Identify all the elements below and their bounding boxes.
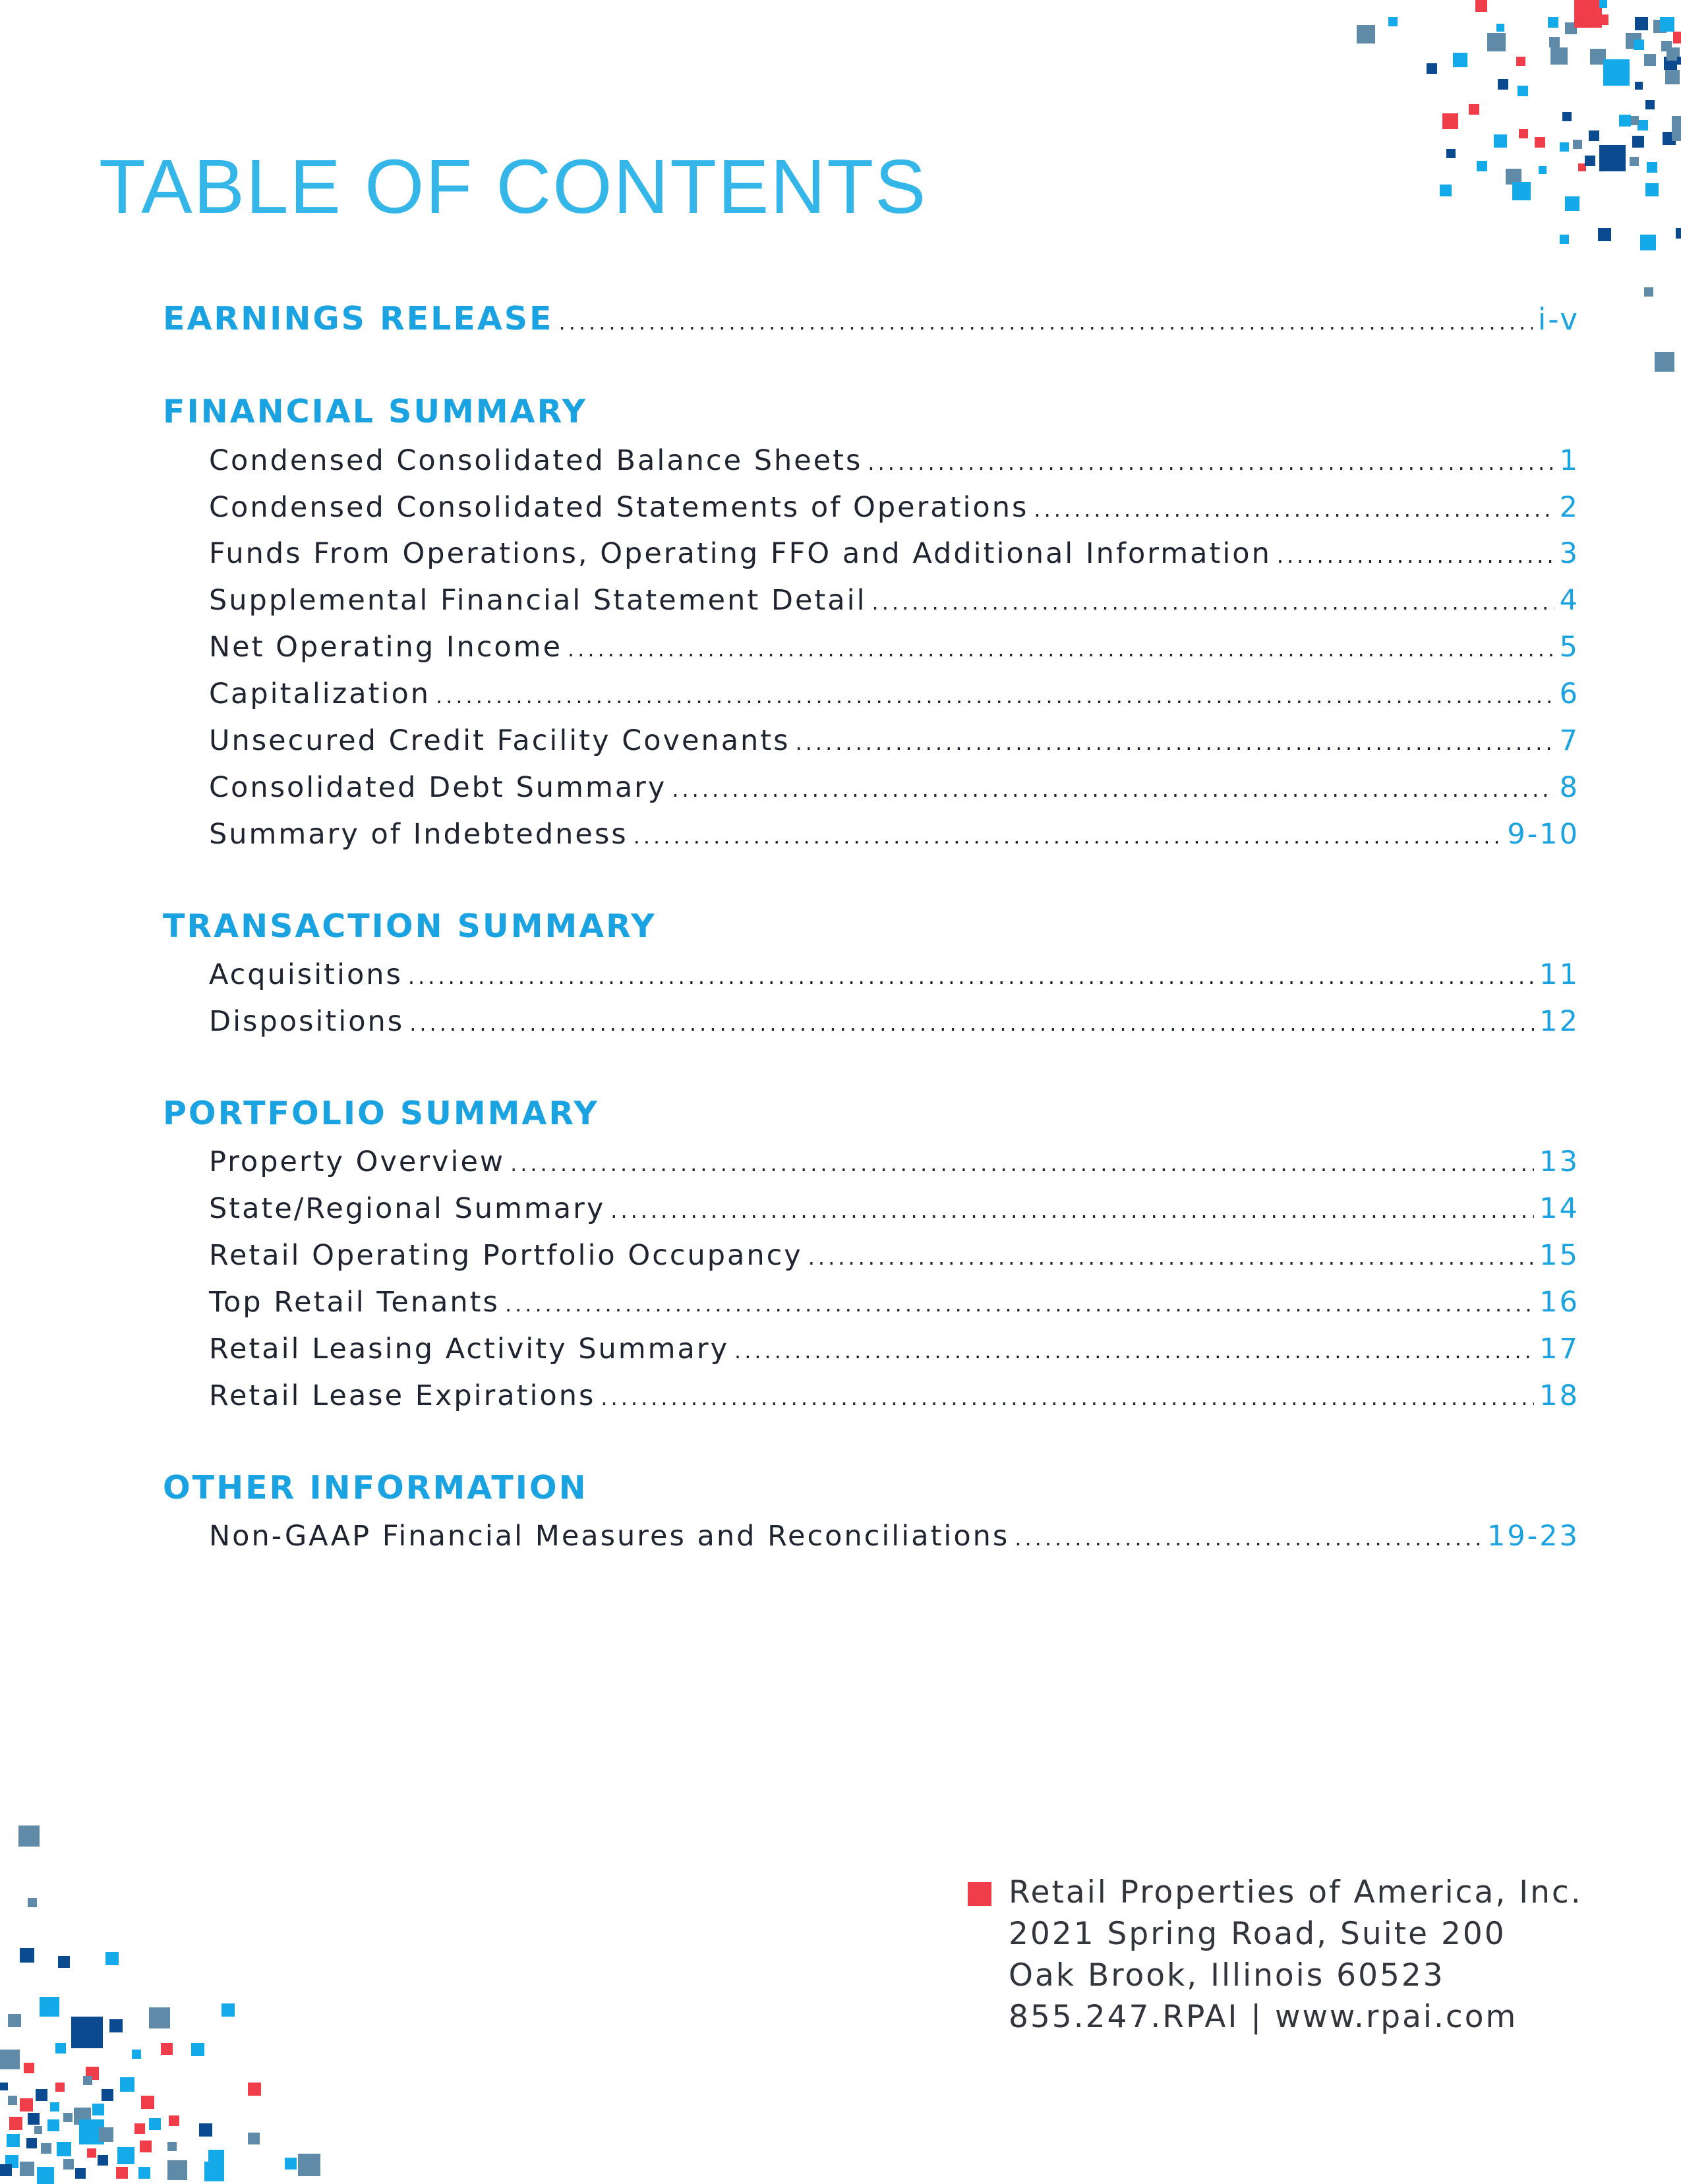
decorative-square [1388, 17, 1398, 26]
decorative-square [1660, 17, 1674, 32]
section-title: FINANCIAL SUMMARY [163, 393, 588, 430]
page-number: 19-23 [1487, 1520, 1579, 1553]
decorative-square [55, 2083, 65, 2092]
decorative-square [1589, 130, 1599, 141]
decorative-square [1560, 235, 1569, 244]
decorative-square [55, 2043, 66, 2054]
decorative-square [132, 2050, 141, 2059]
decorative-square [1673, 32, 1681, 43]
decorative-square [1496, 24, 1504, 32]
decorative-square [26, 2138, 37, 2148]
decorative-square [1635, 17, 1648, 30]
decorative-square [1644, 54, 1656, 66]
section-heading-other-information [163, 1469, 1579, 1507]
decorative-square [1632, 136, 1644, 148]
decorative-square [1634, 40, 1644, 50]
decorative-square [0, 2164, 12, 2176]
decorative-square [1519, 129, 1528, 138]
decorative-square [0, 2050, 20, 2069]
section-heading-financial-summary [163, 393, 1579, 430]
decorative-square [1487, 33, 1506, 51]
decorative-square [1630, 157, 1639, 166]
decorative-square [102, 2089, 113, 2101]
decorative-square [99, 2127, 113, 2142]
entry-label: Supplemental Financial Statement Detail [209, 584, 867, 617]
decorative-square [149, 2007, 170, 2028]
page-number: 6 [1559, 677, 1579, 710]
decorative-square [1655, 352, 1674, 372]
decorative-square [37, 2167, 54, 2184]
entry-label: Net Operating Income [209, 631, 563, 664]
dot-leader [808, 1245, 1535, 1270]
decorative-square [141, 2096, 154, 2109]
decorative-square [1562, 112, 1572, 121]
page-number: 18 [1539, 1379, 1579, 1412]
decorative-square [47, 2119, 59, 2131]
toc-entry[interactable] [209, 1520, 1579, 1553]
entry-label: Summary of Indebtedness [209, 818, 628, 851]
decorative-square [9, 2117, 22, 2130]
decorative-square [50, 2102, 59, 2112]
decorative-square [1598, 14, 1608, 25]
toc-entry[interactable] [209, 631, 1579, 664]
page-number: 5 [1559, 631, 1579, 664]
toc-entry[interactable] [209, 537, 1579, 570]
page-number: 16 [1539, 1286, 1579, 1319]
decorative-square [7, 2134, 20, 2147]
decorative-square [1565, 196, 1579, 211]
entry-label: Acquisitions [209, 958, 403, 991]
decorative-square [1672, 116, 1681, 141]
decorative-square [71, 2017, 103, 2048]
toc-entry[interactable] [209, 1145, 1579, 1178]
decorative-square [140, 2141, 152, 2152]
page-number: 11 [1539, 958, 1579, 991]
decorative-square [1453, 53, 1467, 67]
toc-entry[interactable] [209, 1379, 1579, 1412]
dot-leader [408, 964, 1534, 989]
decorative-square [105, 1952, 119, 1965]
section-title: PORTFOLIO SUMMARY [163, 1095, 599, 1132]
decorative-square [1560, 142, 1569, 152]
decorative-square [1357, 25, 1375, 43]
page-number: 9-10 [1507, 818, 1579, 851]
dot-leader [672, 777, 1554, 802]
toc-entry[interactable] [209, 1286, 1579, 1319]
entry-label: Capitalization [209, 677, 431, 710]
dot-leader [409, 1011, 1534, 1036]
decorative-square [8, 2014, 21, 2027]
decorative-square [221, 2003, 235, 2017]
decorative-square [285, 2158, 297, 2170]
dot-leader [505, 1292, 1534, 1317]
decorative-square [1498, 79, 1508, 90]
entry-label: Retail Operating Portfolio Occupancy [209, 1239, 803, 1272]
decorative-square [41, 2143, 51, 2154]
entry-label: Consolidated Debt Summary [209, 771, 667, 804]
decorative-square [63, 2159, 74, 2170]
toc-entry[interactable] [209, 1192, 1579, 1225]
decorative-square [18, 1825, 40, 1847]
decorative-square [20, 2098, 33, 2112]
page-number: 17 [1539, 1333, 1579, 1365]
decorative-square [1619, 115, 1631, 127]
decorative-square [1446, 149, 1456, 158]
toc-entry[interactable] [209, 1239, 1579, 1272]
entry-label: Retail Leasing Activity Summary [209, 1333, 730, 1365]
dot-leader [796, 730, 1554, 755]
decorative-square [248, 2083, 261, 2096]
entry-label: Top Retail Tenants [209, 1286, 500, 1319]
decorative-square [57, 2142, 71, 2156]
decorative-square [1676, 228, 1681, 239]
decorative-square [1599, 145, 1626, 171]
address-bullet-icon [968, 1882, 991, 1906]
entry-label: Non-GAAP Financial Measures and Reconciliations [209, 1520, 1010, 1553]
decorative-square [75, 2168, 86, 2179]
toc-entry[interactable] [209, 1333, 1579, 1365]
decorative-square [109, 2019, 123, 2032]
entry-label: Condensed Consolidated Balance Sheets [209, 444, 863, 477]
decorative-square [1598, 228, 1611, 241]
decorative-square [167, 2160, 187, 2180]
page-number: 7 [1559, 724, 1579, 757]
decorative-square [298, 2154, 320, 2176]
decorative-square [191, 2043, 204, 2056]
section-title: TRANSACTION SUMMARY [163, 907, 657, 945]
company-name: Retail Properties of America, Inc. [1009, 1874, 1583, 1911]
decorative-square [40, 1997, 59, 2017]
entry-label: Funds From Operations, Operating FFO and Additional Information [209, 537, 1272, 570]
decorative-square [1535, 137, 1545, 148]
decorative-square [1440, 185, 1452, 196]
decorative-square [20, 1948, 34, 1963]
page-number: 4 [1559, 584, 1579, 617]
section-title: EARNINGS RELEASE [163, 300, 554, 337]
decorative-square [58, 1956, 70, 1968]
page-number: 12 [1539, 1005, 1579, 1038]
page-number: 15 [1539, 1239, 1579, 1272]
decorative-square [36, 2089, 47, 2101]
phone-and-website: 855.247.RPAI | www.rpai.com [1009, 1999, 1518, 2035]
decorative-square [1637, 120, 1648, 130]
toc-entry[interactable] [209, 677, 1579, 710]
toc-entry[interactable] [209, 958, 1579, 991]
toc-entry[interactable] [209, 491, 1579, 524]
decorative-square [1645, 100, 1655, 109]
decorative-square [134, 2123, 145, 2134]
section-title: OTHER INFORMATION [163, 1469, 588, 1507]
decorative-square [117, 2147, 134, 2164]
entry-label: Retail Lease Expirations [209, 1379, 596, 1412]
decorative-square [83, 2076, 92, 2085]
page-number: 8 [1559, 771, 1579, 804]
decorative-square [169, 2115, 179, 2126]
toc-entry[interactable] [209, 1005, 1579, 1038]
dot-leader [1034, 497, 1554, 522]
decorative-square [1647, 162, 1657, 173]
decorative-square [98, 2155, 108, 2166]
decorative-squares-bottom-left [0, 1806, 343, 2175]
entry-label: Condensed Consolidated Statements of Operations [209, 491, 1029, 524]
decorative-square [167, 2142, 177, 2151]
decorative-square [1677, 57, 1681, 65]
dot-leader [1015, 1526, 1482, 1551]
decorative-square [1644, 287, 1653, 297]
decorative-square [138, 2167, 150, 2179]
decorative-squares-top-right [1345, 0, 1681, 395]
dot-leader [601, 1385, 1534, 1410]
decorative-square [199, 2123, 212, 2137]
toc-entry[interactable] [209, 584, 1579, 617]
decorative-square [1427, 63, 1437, 74]
toc-entry[interactable] [209, 724, 1579, 757]
decorative-square [0, 2083, 8, 2090]
decorative-square [204, 2162, 224, 2181]
street-address: 2021 Spring Road, Suite 200 [1009, 1916, 1506, 1952]
toc-entry[interactable] [209, 771, 1579, 804]
decorative-square [1665, 70, 1680, 84]
toc-entry[interactable] [209, 444, 1579, 477]
decorative-square [120, 2077, 134, 2092]
decorative-square [1494, 134, 1507, 148]
decorative-square [1630, 116, 1639, 125]
decorative-square [1512, 182, 1531, 200]
decorative-square [87, 2148, 96, 2158]
entry-label: Property Overview [209, 1145, 506, 1178]
decorative-square [1548, 17, 1558, 28]
decorative-square [1475, 0, 1487, 12]
dot-leader [1277, 543, 1554, 568]
dot-leader [634, 824, 1502, 849]
decorative-square [1640, 235, 1656, 250]
decorative-square [1549, 37, 1560, 47]
decorative-square [1539, 166, 1547, 174]
decorative-square [1599, 0, 1607, 8]
entry-label: Unsecured Credit Facility Covenants [209, 724, 790, 757]
dot-leader [510, 1151, 1534, 1176]
page-number: 1 [1559, 444, 1579, 477]
page-number: i-v [1537, 302, 1579, 337]
page-title: TABLE OF CONTENTS [99, 144, 928, 229]
dot-leader [872, 590, 1554, 615]
decorative-square [1603, 59, 1630, 86]
decorative-square [116, 2167, 128, 2179]
entry-label: State/Regional Summary [209, 1192, 606, 1225]
decorative-square [8, 2096, 17, 2105]
city-state-zip: Oak Brook, Illinois 60523 [1009, 1957, 1445, 1994]
decorative-square [1477, 161, 1487, 171]
entry-label: Dispositions [209, 1005, 405, 1038]
decorative-square [1635, 82, 1643, 90]
decorative-square [24, 2063, 34, 2073]
decorative-square [248, 2133, 260, 2144]
dot-leader [610, 1198, 1534, 1223]
decorative-square [1585, 156, 1595, 166]
decorative-square [1645, 183, 1659, 196]
dot-leader [734, 1338, 1534, 1364]
decorative-square [1518, 86, 1528, 96]
decorative-square [149, 2118, 161, 2130]
decorative-square [1469, 104, 1479, 115]
page-number: 14 [1539, 1192, 1579, 1225]
decorative-square [20, 2162, 34, 2176]
decorative-square [34, 2126, 42, 2134]
page-number: 2 [1559, 491, 1579, 524]
dot-leader [568, 637, 1554, 662]
decorative-square [28, 1898, 37, 1907]
decorative-square [1442, 113, 1458, 129]
section-heading-portfolio-summary [163, 1095, 1579, 1132]
company-address [1009, 1872, 1583, 2038]
decorative-square [1573, 140, 1582, 149]
dot-leader [868, 450, 1554, 475]
section-heading-transaction-summary [163, 907, 1579, 945]
decorative-square [63, 2113, 73, 2122]
decorative-square [161, 2043, 173, 2055]
decorative-square [28, 2113, 40, 2125]
decorative-square [92, 2104, 104, 2115]
decorative-square [1550, 47, 1568, 65]
page-number: 13 [1539, 1145, 1579, 1178]
decorative-square [1516, 57, 1525, 66]
page-number: 3 [1559, 537, 1579, 570]
toc-entry[interactable] [209, 818, 1579, 851]
dot-leader [436, 683, 1554, 708]
